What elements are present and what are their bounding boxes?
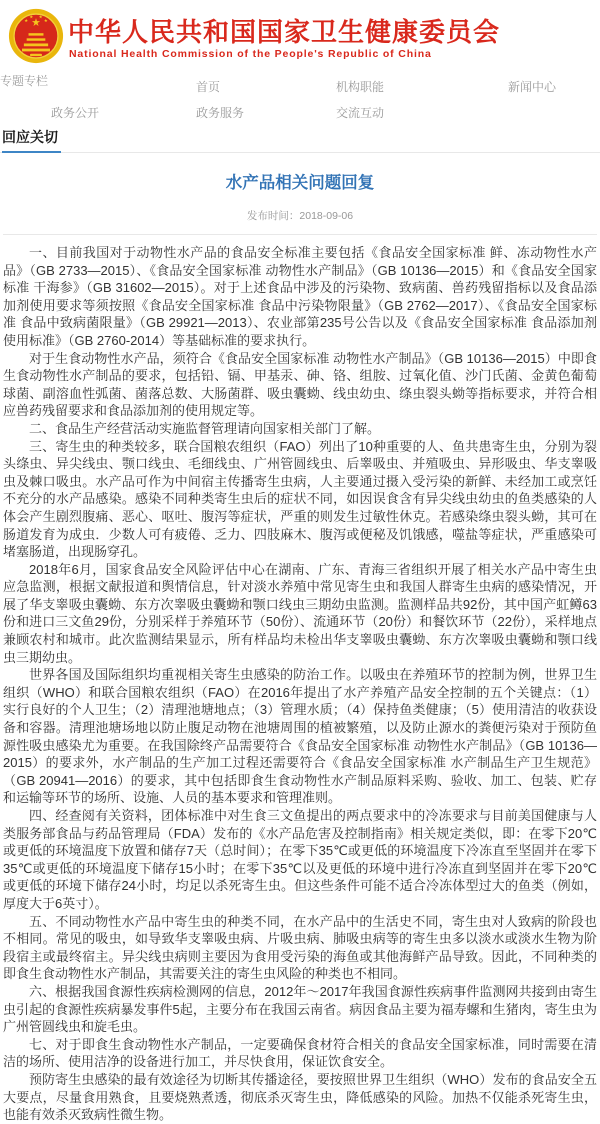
article-paragraph: 预防寄生虫感染的最有效途径为切断其传播途径，要按照世界卫生组织（WHO）发布的食品安全五大要点，尽量食用熟食，且要烧熟煮透，彻底杀灭寄生虫，降低感染的风险。加热不仅能杀死寄生虫，也能有效杀灭致病性微生物。: [3, 1071, 597, 1123]
nav-item[interactable]: 政务服务: [196, 106, 245, 120]
article-paragraph: 一、目前我国对于动物性水产品的食品安全标准主要包括《食品安全国家标准 鲜、冻动物性水产品》（GB 2733—2015）、《食品安全国家标准 动物性水产制品》（GB 10136—2015）和《食品安全国家标准 干海参》（GB 31602—2015）。对于上述食品中涉及的污染物、致病菌、兽药残留指标以及食品添加剂使用要求等须按照《食品安全国家标准 食品中污染物限量》（GB 2762—2017）、《食品安全国家标准 食品中致病菌限量》（GB 29921—2013）、农业部第235号公告以及《食品安全国家标准 食品添加剂使用标准》（GB 2760-2014）等基础标准的要求执行。: [3, 245, 597, 348]
publish-time-label: 发布时间：: [246, 210, 300, 222]
nav-item[interactable]: 机构职能: [336, 80, 385, 94]
article-paragraph: 七、对于即食生食动物性水产制品，一定要确保食材符合相关的食品安全国家标准，同时需要在清洁的场所、使用洁净的设备进行加工，并尽快食用，保证饮食安全。: [3, 1036, 597, 1070]
site-title: 中华人民共和国国家卫生健康委员会: [68, 17, 501, 47]
nav-item[interactable]: 新闻中心: [508, 80, 557, 94]
nav-item[interactable]: 政务公开: [51, 106, 100, 120]
article-paragraph: 世界各国及国际组织均重视相关寄生虫感染的防治工作。以吸虫在养殖环节的控制为例，世界卫生组织（WHO）和联合国粮农组织（FAO）在2016年提出了水产养殖产品安全控制的五个关键点：（1）实行良好的个人卫生；（2）清理池塘地点；（3）管理水质；（4）保持鱼类健康；（5）使用清洁的收获设备和容器。清理池塘场地以防止腹足动物在池塘周围的植被繁殖，以及防止源水的粪便污染对于预防鱼源性吸虫感染尤为重要。在我国除终产品需要符合《食品安全国家标准 动物性水产制品》（GB 10136—2015）的要求外，水产制品的生产加工过程还需要符合《食品安全国家标准 水产制品生产卫生规范》（GB 20941—2016）的要求，其中包括即食生食动物性水产制品原料采购、验收、加工、包装、贮存和运输等环节的场所、设施、人员的基本要求和管理准则。: [3, 667, 597, 806]
article: [0, 169, 600, 1124]
article-paragraph: 六、根据我国食源性疾病检测网的信息，2012年～2017年我国食源性疾病事件监测网共接到由寄生虫引起的食源性疾病暴发事件5起，主要分布在我国云南省。病因食品主要为福寿螺和生猪肉，寄生虫为广州管圆线虫和旋毛虫。: [3, 983, 597, 1035]
article-paragraph: 三、寄生虫的种类较多，联合国粮农组织（FAO）列出了10种重要的人、鱼共患寄生虫，分别为裂头绦虫、异尖线虫、颚口线虫、毛细线虫、广州管圆线虫、后睾吸虫、并殖吸虫、异形吸虫、华支睾吸虫及棘口吸虫。水产品可作为中间宿主传播寄生虫病，人主要通过摄入受污染的新鲜、未经加工或烹饪不充分的水产品感染。感染不同种类寄生虫后的症状不同，如因误食含有异尖线虫幼虫的鱼类感染的人体会产生剧烈腹痛、恶心、呕吐、腹泻等症状，严重的则发生过敏性休克。若感染绦虫裂头蚴，其可在肠道发育为成虫．少数人可有疲倦、乏力、四肢麻木、腹泻或便秘及饥饿感，噬盐等症状，严重感染可堵塞肠道，出现肠穿孔。: [3, 438, 597, 560]
nav-item[interactable]: 专题专栏: [0, 74, 49, 88]
nav-item[interactable]: 交流互动: [336, 106, 385, 120]
breadcrumb-section-link[interactable]: 回应关切: [2, 126, 61, 153]
article-title: 水产品相关问题回复: [225, 174, 375, 192]
national-emblem-icon: [8, 8, 64, 64]
main-nav: [0, 72, 600, 126]
article-paragraph: 四、经查阅有关资料，团体标准中对生食三文鱼提出的两点要求中的冷冻要求与目前美国健康与人类服务部食品与药品管理局（FDA）发布的《水产品危害及控制指南》相关规定类似，即：在零下20℃或更低的环境温度下放置和储存7天（总时间）；在零下35℃或更低的环境温度下冷冻直至坚固并在零下35℃或更低的环境温度下储存15小时；在零下35℃以及更低的环境中进行冷冻直到坚固并在零下20℃或更低的环境下储存24小时，均足以杀死寄生虫。但这些条件可能不适合冷冻体型过大的鱼类（例如，厚度大于6英寸）。: [3, 808, 597, 911]
site-subtitle: National Health Commission of the People's Republic of China: [69, 48, 432, 60]
article-paragraph: 对于生食动物性水产品，须符合《食品安全国家标准 动物性水产制品》（GB 10136—2015）中即食生食动物性水产制品的要求，包括铅、镉、甲基汞、砷、铬、组胺、过氧化值、沙门氏菌、金黄色葡萄球菌、副溶血性弧菌、菌落总数、大肠菌群、吸虫囊蚴、线虫幼虫、绦虫裂头蚴等指标要求，并符合相应兽药残留要求和食品添加剂的使用规定等。: [3, 350, 597, 419]
article-paragraph: 2018年6月，国家食品安全风险评估中心在湖南、广东、青海三省组织开展了相关水产品中寄生虫应急监测，根据文献报道和舆情信息，针对淡水养殖中常见寄生虫和我国人群寄生虫病的感染情况，开展了华支睾吸虫囊蚴、东方次睾吸虫囊蚴和颚口线虫三期幼虫监测。监测样品共92份，其中国产虹鳟63份和进口三文鱼29份，分别采样于养殖环节（50份）、流通环节（20份）和餐饮环节（22份），采样地点兼顾农村和城市。此次监测结果显示，所有样品均未检出华支睾吸虫囊蚴、东方次睾吸虫囊蚴和颚口线虫三期幼虫。: [3, 561, 597, 665]
breadcrumb: [0, 126, 600, 153]
publish-date: 2018-09-06: [299, 210, 354, 222]
site-header: [0, 0, 600, 72]
nav-item[interactable]: 首页: [196, 80, 221, 94]
article-paragraph: 二、食品生产经营活动实施监督管理请向国家相关部门了解。: [29, 420, 381, 436]
article-paragraph: 五、不同动物性水产品中寄生虫的种类不同，在水产品中的生活史不同，寄生虫对人致病的阶段也不相同。常见的吸虫，如导致华支睾吸虫病、片吸虫病、肺吸虫病等的寄生虫多以淡水或淡水生物为阶段宿主或最终宿主。异尖线虫病则主要因为食用受污染的海鱼或其他海鲜产品导致。因此，不同种类的即食生食动物性水产制品，其需要关注的寄生虫风险的种类也不相同。: [3, 913, 597, 982]
article-body: [3, 244, 597, 1124]
article-meta: [3, 208, 597, 235]
